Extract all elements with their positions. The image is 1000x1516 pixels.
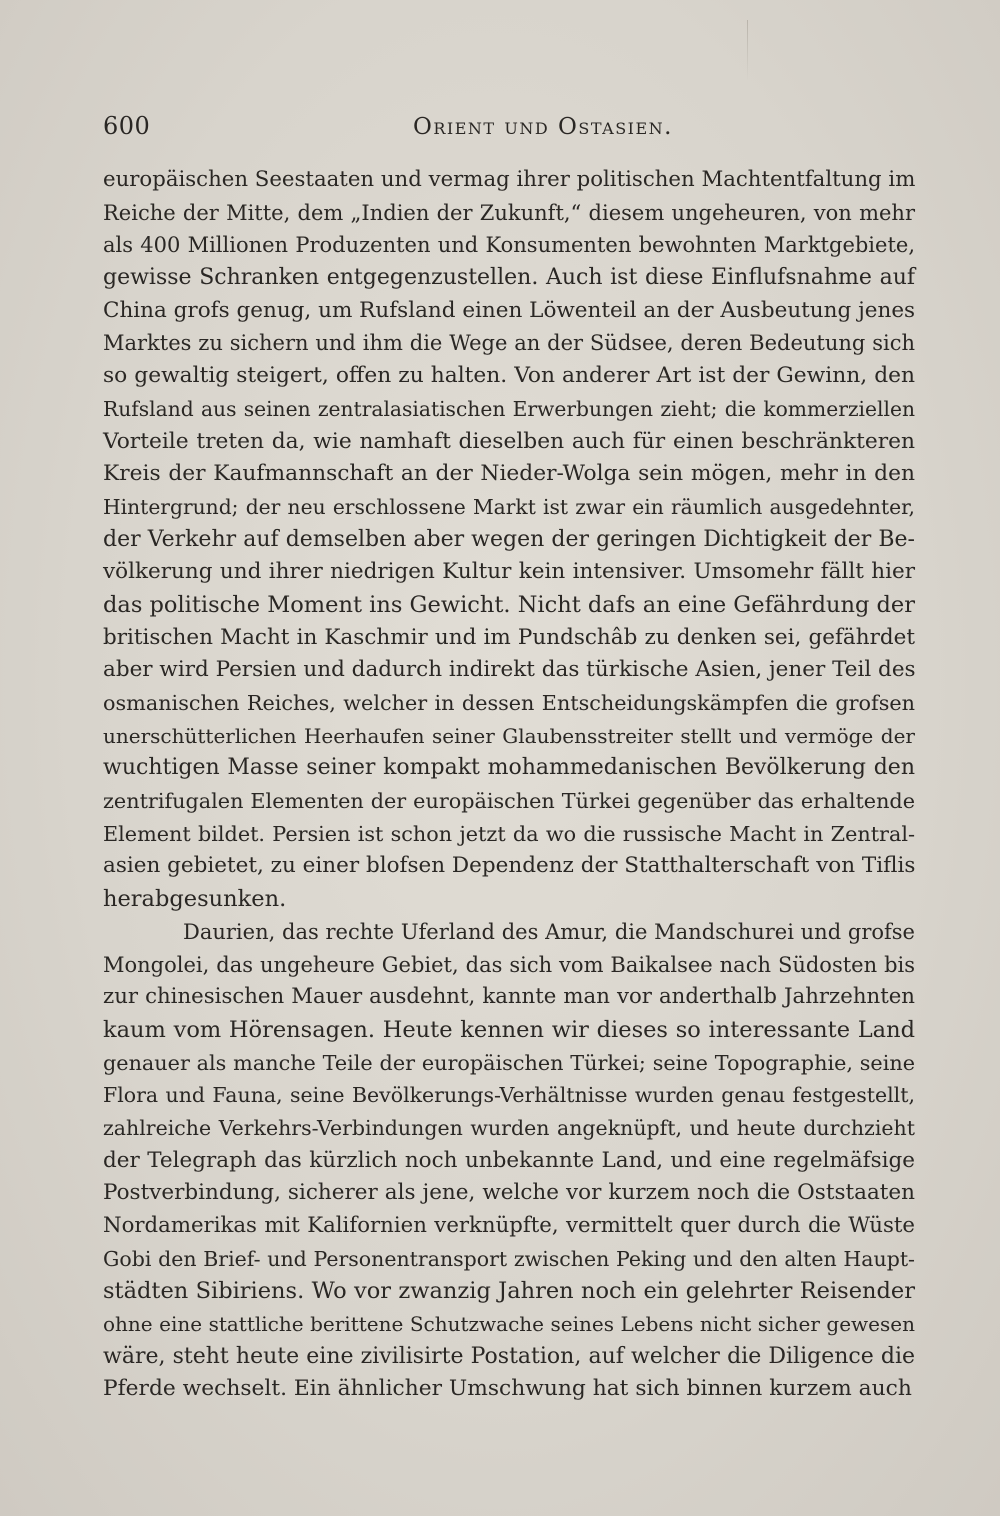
text-line: unerschütterlichen Heerhaufen seiner Glaubensstreiter stellt und vermöge der [103, 723, 915, 748]
page-edge-shadow [747, 20, 748, 80]
text-line: Gobi den Brief- und Personentransport zwischen Peking und den alten Haupt- [103, 1246, 915, 1271]
text-line: wäre, steht heute eine zivilisirte Postation, auf welcher die Diligence die [103, 1343, 915, 1369]
text-line: Rufsland aus seinen zentralasiatischen Erwerbungen zieht; die kommerziellen [103, 396, 915, 421]
text-line: so gewaltig steigert, offen zu halten. Von anderer Art ist der Gewinn, den [103, 363, 915, 389]
text-line: Postverbindung, sicherer als jene, welche vor kurzem noch die Oststaaten [103, 1180, 915, 1206]
text-line: Hintergrund; der neu erschlossene Markt ist zwar ein räumlich ausgedehnter, [103, 494, 915, 519]
text-line: das politische Moment ins Gewicht. Nicht dafs an eine Gefährdung der [103, 591, 915, 618]
body-text [103, 164, 915, 1406]
text-line: Reiche der Mitte, dem „Indien der Zukunft,“ diesem ungeheuren, von mehr [103, 200, 915, 225]
paragraph [103, 164, 915, 916]
text-line: aber wird Persien und dadurch indirekt das türkische Asien, jener Teil des [103, 657, 916, 683]
text-line: Flora und Fauna, seine Bevölkerungs-Verhältnisse wurden genau festgestellt, [103, 1083, 915, 1108]
text-line: Vorteile treten da, wie namhaft dieselben auch für einen beschränkteren [103, 428, 915, 454]
paragraph [103, 916, 915, 1406]
page-header [103, 112, 903, 142]
running-title: Orient und Ostasien. [413, 114, 673, 140]
text-line: zahlreiche Verkehrs-Verbindungen wurden angeknüpft, und heute durchzieht [103, 1115, 915, 1140]
text-line: als 400 Millionen Produzenten und Konsumenten bewohnten Marktgebiete, [103, 233, 915, 258]
text-line: genauer als manche Teile der europäischen Türkei; seine Topographie, seine [103, 1050, 915, 1075]
text-line: der Telegraph das kürzlich noch unbekannte Land, und eine regelmäfsige [103, 1147, 915, 1173]
text-line: Nordamerikas mit Kalifornien verknüpfte, vermittelt quer durch die Wüste [103, 1213, 915, 1238]
text-line: Pferde wechselt. Ein ähnlicher Umschwung hat sich binnen kurzem auch [103, 1376, 912, 1402]
text-line: zentrifugalen Elementen der europäischen Türkei gegenüber das erhaltende [103, 789, 915, 814]
text-line: Marktes zu sichern und ihm die Wege an der Südsee, deren Bedeutung sich [103, 331, 915, 356]
text-line: asien gebietet, zu einer blofsen Dependenz der Statthalterschaft von Tiflis [103, 853, 916, 879]
text-line: kaum vom Hörensagen. Heute kennen wir dieses so interessante Land [103, 1016, 915, 1043]
text-line: osmanischen Reiches, welcher in dessen Entscheidungskämpfen die grofsen [103, 691, 915, 715]
text-line: Daurien, das rechte Uferland des Amur, die Mandschurei und grofse [183, 919, 915, 944]
text-line: herabgesunken. [103, 886, 287, 913]
text-line: Element bildet. Persien ist schon jetzt da wo die russische Macht in Zentral- [103, 821, 915, 846]
page-number: 600 [103, 112, 151, 140]
text-line: Mongolei, das ungeheure Gebiet, das sich vom Baikalsee nach Südosten bis [103, 952, 915, 977]
text-line: der Verkehr auf demselben aber wegen der geringen Dichtigkeit der Be- [103, 526, 915, 552]
text-line: völkerung und ihrer niedrigen Kultur kein intensiver. Umsomehr fällt hier [103, 559, 915, 585]
text-line: britischen Macht in Kaschmir und im Pundschâb zu denken sei, gefährdet [103, 624, 915, 650]
text-line: wuchtigen Masse seiner kompakt mohammedanischen Bevölkerung den [103, 755, 915, 781]
text-line: zur chinesischen Mauer ausdehnt, kannte man vor anderthalb Jahrzehnten [103, 984, 915, 1010]
text-line: Kreis der Kaufmannschaft an der Nieder-Wolga sein mögen, mehr in den [103, 461, 915, 487]
text-line: China grofs genug, um Rufsland einen Löwenteil an der Ausbeutung jenes [103, 297, 916, 323]
text-line: ohne eine stattliche berittene Schutzwache seines Lebens nicht sicher gewesen [103, 1312, 915, 1337]
text-line: städten Sibiriens. Wo vor zwanzig Jahren noch ein gelehrter Reisender [103, 1278, 915, 1305]
text-line: gewisse Schranken entgegenzustellen. Auch ist diese Einflufsnahme auf [103, 265, 915, 291]
text-line: europäischen Seestaaten und vermag ihrer politischen Machtentfaltung im [103, 167, 916, 192]
